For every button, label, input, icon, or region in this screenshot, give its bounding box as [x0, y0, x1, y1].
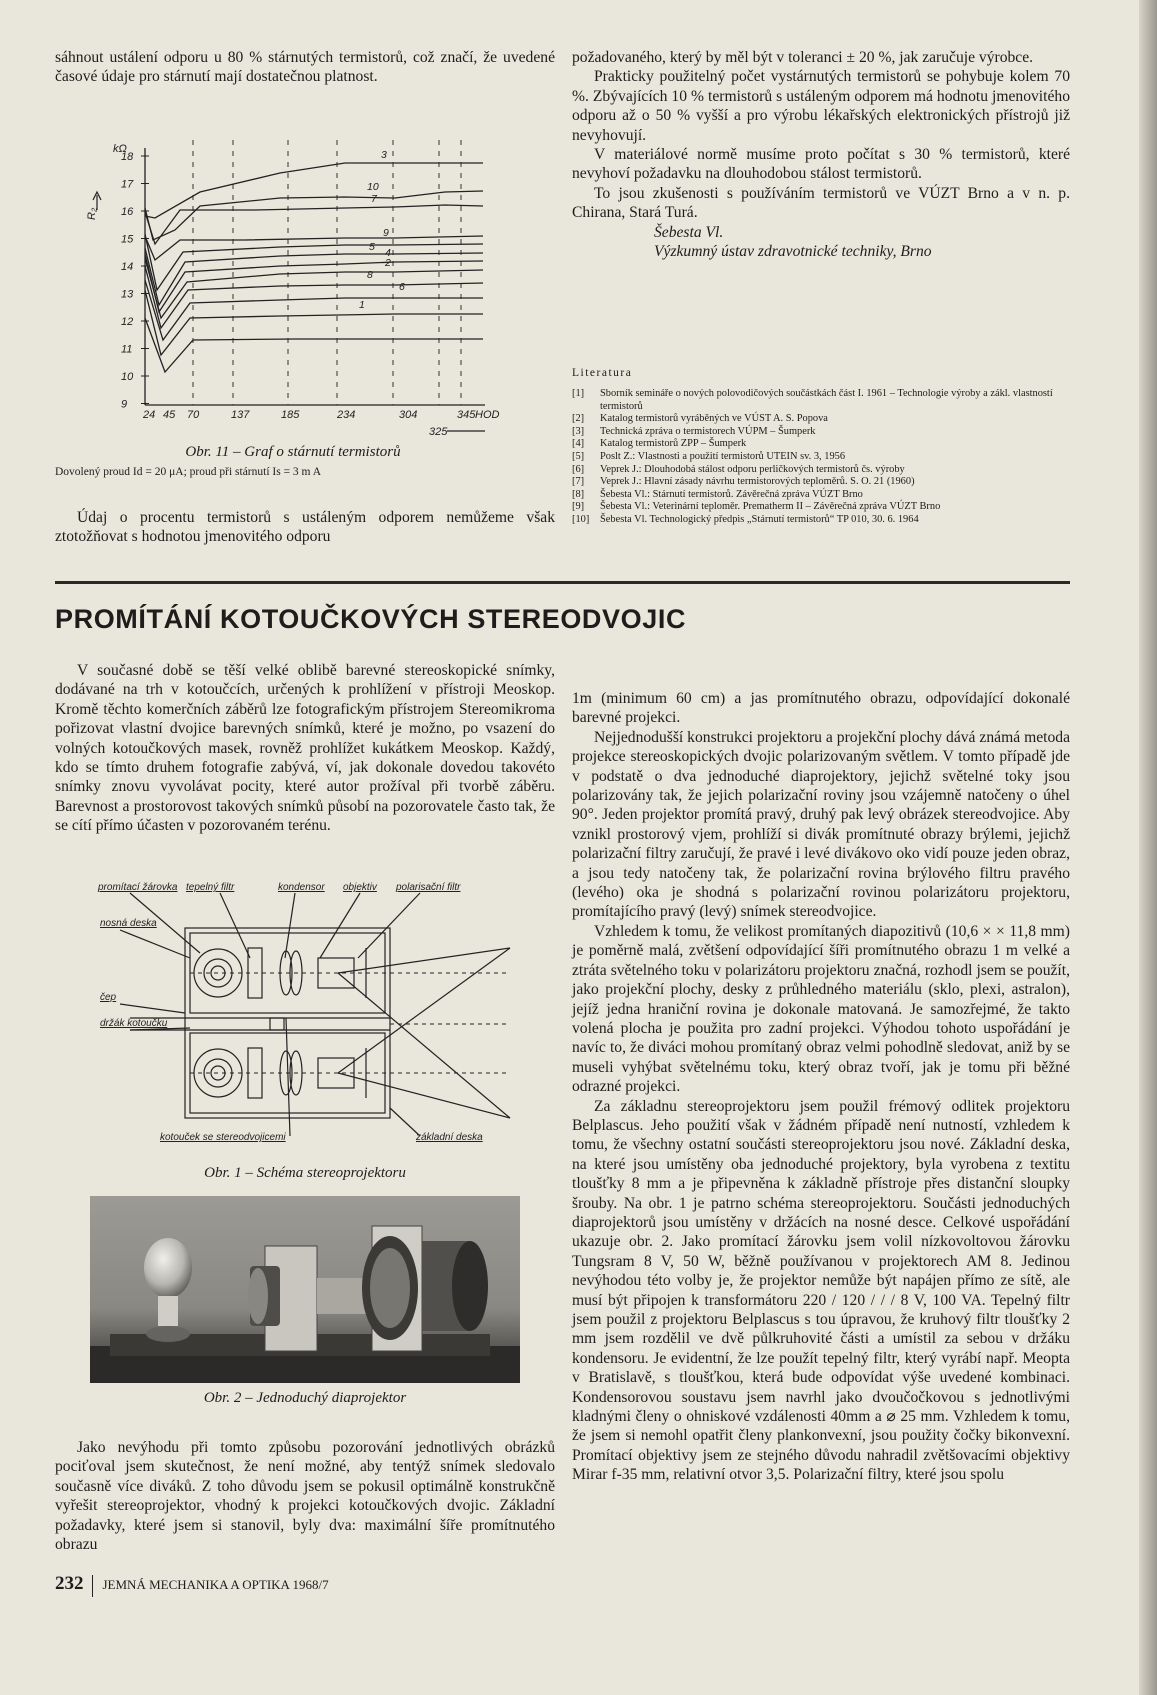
literature-text: Poslt Z.: Vlastnosti a použití termistorů UTEIN sv. 3, 1956 [600, 450, 846, 462]
label-base-plate: základní deska [416, 1132, 483, 1143]
paragraph: 1m (minimum 60 cm) a jas promítnutého obrazu, odpovídající dokonalé barevné projekci. [572, 690, 1070, 727]
label-heat-filter: tepelný filtr [186, 882, 235, 893]
paragraph: Údaj o procentu termistorů s ustáleným odporem nemůžeme však ztotožňovat s hodnotou jmenovitého odporu [55, 509, 555, 546]
literature-text: Šebesta Vl.: Stárnutí termistorů. Závěrečná zpráva VÚZT Brno [600, 488, 863, 500]
label-carrier-plate: nosná deska [100, 918, 157, 929]
footer-separator [92, 1575, 93, 1597]
paragraph: To jsou zkušenosti s používáním termistorů ve VÚZT Brno a v n. p. Chirana, Stará Turá. [572, 184, 1070, 222]
left-bottom-column [55, 661, 555, 836]
label-pin: čep [100, 992, 117, 1003]
aging-graph [55, 140, 545, 440]
article-headline: PROMÍTÁNÍ KOTOUČKOVÝCH STEREODVOJIC [55, 604, 687, 634]
x-tick-label: 234 [337, 409, 356, 421]
section-divider [55, 581, 1070, 584]
curve-label: 3 [381, 149, 387, 161]
diaprojector-photo [90, 1196, 520, 1383]
y-tick-label: 15 [121, 233, 134, 246]
left-bottom-continuation [55, 1438, 555, 1554]
x-tick-label: 45 [163, 409, 176, 421]
x-tick-label: 345 [457, 409, 476, 421]
y-tick-label: 14 [121, 261, 134, 273]
curve-label: 8 [367, 269, 373, 281]
journal-name: JEMNÁ MECHANIKA A OPTIKA 1968/7 [102, 1577, 329, 1592]
literature-title: Literatura [572, 367, 633, 379]
curve-label: 7 [371, 193, 377, 205]
y-unit-label: kΩ [113, 143, 127, 155]
y-axis-label: R₂ [86, 207, 98, 220]
label-polarizer: polarisační filtr [396, 882, 461, 893]
stereoprojector-schema [90, 878, 520, 1163]
paragraph: V materiálové normě musíme proto počítat s 30 % termistorů, které nevyhoví požadavku na dlouhodobou stálost termistorů. [572, 146, 1070, 183]
x-extra-tick: 325 [429, 426, 448, 438]
literature-text: Sborník semináře o nových polovodičových součástkách část I. 1961 – Technologie výroby a zákl. vlastností termistorů [600, 388, 1053, 412]
literature-text: Katalog termistorů ZPP – Šumperk [600, 438, 747, 450]
left-top-column [55, 48, 555, 87]
literature-number: [9] [572, 501, 585, 513]
literature-text: Šebesta Vl.: Veterinární teploměr. Prematherm II – Závěrečná zpráva VÚZT Brno [600, 501, 941, 513]
author-institute: Výzkumný ústav zdravotnické techniky, Brno [654, 243, 932, 261]
literature-item [572, 464, 1072, 477]
label-lamp: promítací žárovka [98, 882, 178, 893]
schema-svg [90, 878, 520, 1163]
literature-number: [2] [572, 413, 585, 425]
y-tick-label: 16 [121, 206, 134, 218]
aging-graph-svg [55, 140, 545, 440]
literature-item [572, 388, 1072, 413]
literature-number: [6] [572, 463, 585, 475]
graph-subcaption: Dovolený proud Id = 20 μA; proud při stárnutí Is = 3 m A [55, 466, 322, 478]
right-bottom-column [572, 689, 1070, 1485]
x-tick-label: HOD [475, 409, 500, 421]
literature-number: [5] [572, 450, 585, 462]
literature-text: Veprek J.: Dlouhodobá stálost odporu perličkových termistorů čs. výroby [600, 463, 905, 475]
y-tick-label: 10 [121, 371, 134, 383]
y-tick-label: 13 [121, 288, 134, 301]
right-top-column [572, 48, 1070, 261]
literature-item [572, 438, 1072, 451]
y-tick-label: 17 [121, 178, 134, 191]
curve-label: 6 [399, 281, 405, 293]
curve-label: 2 [385, 257, 391, 269]
literature-number: [1] [572, 388, 585, 399]
paragraph: sáhnout ustálení odporu u 80 % stárnutých termistorů, což značí, že uvedené časové údaje pro stárnutí mají dostatečnou platnost. [55, 49, 555, 86]
paragraph: požadovaného, který by měl být v toleranci ± 20 %, jak zaručuje výrobce. [572, 49, 1034, 66]
literature-item [572, 413, 1072, 426]
y-tick-label: 9 [121, 398, 128, 411]
literature-number: [8] [572, 488, 585, 500]
curve-label: 1 [359, 299, 365, 311]
literature-item [572, 426, 1072, 439]
literature-item [572, 451, 1072, 464]
photo-svg [90, 1196, 520, 1383]
literature-list [572, 388, 1072, 527]
graph-caption: Obr. 11 – Graf o stárnutí termistorů [185, 444, 401, 460]
x-tick-label: 304 [399, 409, 418, 421]
literature-number: [4] [572, 438, 585, 450]
literature-item [572, 476, 1072, 489]
literature-item [572, 489, 1072, 502]
curve-label: 9 [383, 227, 389, 239]
literature-number: [3] [572, 425, 585, 437]
page-number: 232 [55, 1573, 84, 1594]
page-footer [55, 1573, 329, 1597]
paragraph: Vzhledem k tomu, že velikost promítaných diapozitivů (10,6 × × 11,8 mm) je poměrně malá, zvětšení odpovídající šíři promítnutého obrazu 1 m velké a ztráta světelného toku v polarizátoru projektoru značná, rozhodl jsem se použít, jako projekční plochy, desky z průhledného materiálu (sklo, plexi, astralon), jejíž jedna hraniční rovina je dokonale matovaná. Je samozřejmé, že takto volená plocha je použita pro zadní projekci. Výhodou tohoto uspořádání je navíc to, že diváci mohou promítaný obraz velmi pohodlně sledovat, aniž by se museli vyhýbat světelnému toku, který obraz tvoří, jak je tomu při běžné odrazné projekci. [572, 922, 1070, 1096]
literature-text: Šebesta Vl. Technologický předpis „Stárnutí termistorů“ TP 010, 30. 6. 1964 [600, 513, 919, 525]
x-tick-label: 137 [231, 409, 250, 421]
y-tick-label: 12 [121, 316, 134, 328]
literature-number: [10] [572, 513, 590, 525]
schema-caption: Obr. 1 – Schéma stereoprojektoru [204, 1165, 406, 1181]
paragraph: Jako nevýhodu při tomto způsobu pozorování jednotlivých obrázků pociťoval jsem skutečnost, že není možné, aby tentýž snímek sledovalo současně více diváků. Z toho důvodu jsem se pokusil optimálně konstrukčně vyřešit stereoprojektor, vhodný k projekci kotoučkových dvojic. Základní požadavky, které jsem si stanovil, byly dva: maximální šíře promítnutého obrazu [55, 1439, 555, 1554]
x-tick-label: 70 [187, 409, 200, 421]
label-disc-holder: držák kotoučku [100, 1018, 168, 1029]
paragraph: Za základnu stereoprojektoru jsem použil frémový odlitek projektoru Belplascus. Jeho použití však v žádném případě není nutností, vzhledem k tomu, že všechny ostatní součásti stereoprojektoru jsou nové. Základní deska, na které jsou umístěny oba jednoduché projektory, byla vyrobena z textitu tloušťky 8 mm a je připevněna k základně přístroje přes distanční sloupky šrouby. Na obr. 1 je patrno schéma stereoprojektoru. Součásti jednoduchých diaprojektorů jsou umístěny v držácích na nosné desce. Celkové uspořádání ukazuje obr. 2. Jako promítací žárovku jsem volil nízkovoltovou žárovku Tungsram 8 V, 50 W, běžně používanou v projektorech AM 8. Jedinou nevýhodou této volby je, že projektor nemůže být napájen přímo ze sítě, ale musí být připojen k transformátoru 220 / 120 / / / 8 V, 100 VA. Tepelný filtr jsem použil z projektoru Belplascus s tou úpravou, že kruhový filtr tloušťky 2 mm jsem rozdělil ve dvě půlkruhovité části a umístil za sebou v držáku kondensoru. Je evidentní, že lze použít tepelný filtr, který vyrábí např. Meopta v Bratislavě, s tloušťkou, která bude odpovídat výše uvedené kombinaci. Kondensorovou soustavu jsem navrhl jako dvoučočkovou s jednotlivými kladnými členy o ohniskové vzdálenosti 40mm a ⌀ 25 mm. Vzhledem k tomu, že jsem si nemohl opatřit členy plankonvexní, jsou použity čočky bikonvexní. Promítací objektivy jsem ze stejného důvodu nahradil zvětšovacími objektivy Mirar f-35 mm, relativní otvor 3,5. Polarizační filtry, které jsou spolu [572, 1097, 1070, 1484]
label-condenser: kondensor [278, 882, 325, 893]
x-tick-label: 24 [143, 409, 156, 421]
literature-item [572, 514, 1072, 527]
paragraph: Prakticky použitelný počet vystárnutých termistorů se pohybuje kolem 70 %. Zbývajících 10 % termistorů s ustáleným odporem má hodnotu jmenovitého odporu až o 50 % vyšší a pro výrobu lékařských elektronických přístrojů již nevyhovují. [572, 68, 1070, 144]
curve-label: 4 [385, 247, 391, 259]
photo-caption: Obr. 2 – Jednoduchý diaprojektor [203, 1390, 407, 1406]
literature-text: Veprek J.: Hlavní zásady návrhu termistorových teploměrů. S. O. 21 (1960) [600, 476, 915, 488]
page-edge-shadow [1139, 0, 1157, 1695]
y-tick-label: 18 [121, 151, 134, 163]
literature-number: [7] [572, 476, 585, 488]
curve-label: 5 [369, 241, 375, 253]
literature-text: Katalog termistorů vyráběných ve VÚST A. S. Popova [600, 413, 828, 425]
label-objective: objektiv [343, 882, 377, 893]
paragraph: Nejjednodušší konstrukci projektoru a projekční plochy dává známá metoda projekce stereoskopických dvojic polarizovaným světlem. V tomto případě jde v podstatě o dva jednoduché diaprojektory, jejichž světelné toky jsou polarizovány tak, že jejich polarizační roviny jsou vzájemně natočeny o úhel 90°. Jeden projektor promítá pravý, druhý pak levý obrázek stereodvojice. Aby vznikl prostorový vjem, prohlíží si divák promítnuté obrazy brýlemi, jejichž polarizační filtry zaručují, že pravé i levé divákovo oko vidí pouze jeden obraz, a jsou tedy natočeny tak, že polarizační rovina brýlového filtru pravého (levého) oka je shodná s polarizační rovinou polarizátoru projektoru, promítajícího pravý (levý) snímek stereodvojice. [572, 728, 1070, 921]
x-tick-label: 185 [281, 409, 300, 421]
curve-label: 10 [367, 181, 379, 193]
y-tick-label: 11 [121, 343, 133, 356]
paragraph: V současné době se těší velké oblibě barevné stereoskopické snímky, dodávané na trh v kotoučcích, určených k prohlížení v přístroji Meoskop. Kromě těchto komerčních záběrů lze fotografickým přístrojem Stereomikroma pořizovat vlastní dvojice barevných snímků, které je možno, po vsazení do volných kotoučkových masek, rovněž prohlížet kukátkem Meoskop. Každý, kdo se tímto druhem fotografie zabývá, ví, jak dokonale dovedou takovéto snímky znovu vyvolávat pocity, které autor prožíval při tvorbě záběru. Barevnost a prostorovost takových snímků působí na pozorovatele často tak, že se cítí přímo účasten v pozorovaném terénu. [55, 662, 555, 835]
author-name: Šebesta Vl. [654, 223, 724, 241]
left-top-continuation [55, 508, 555, 547]
label-disc: kotouček se stereodvojicemi [160, 1132, 286, 1143]
literature-text: Technická zpráva o termistorech VÚPM – Šumperk [600, 425, 816, 437]
literature-item [572, 501, 1072, 514]
